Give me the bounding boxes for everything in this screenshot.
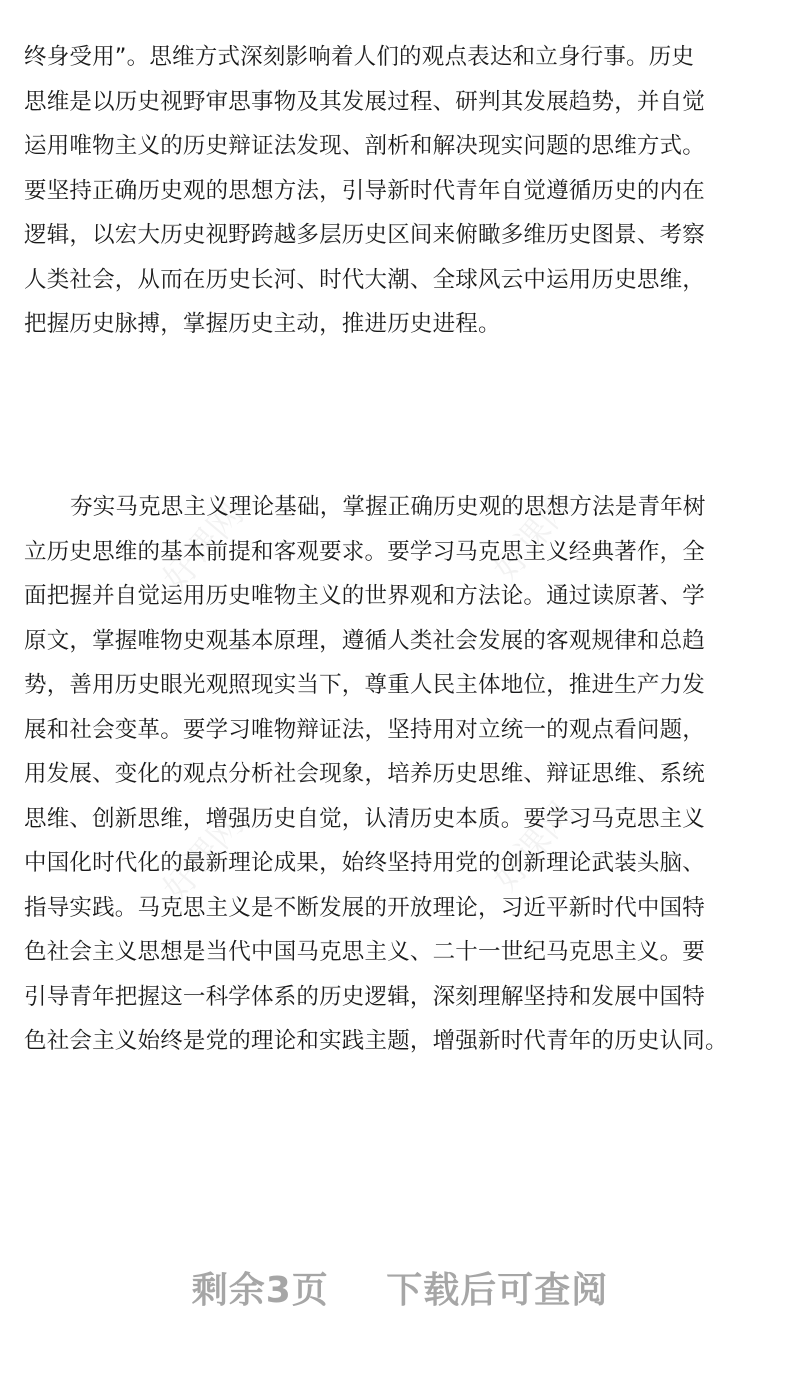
text-line: 夯实马克思主义理论基础，掌握正确历史观的思想方法是青年树 xyxy=(70,494,706,520)
remaining-pages-label: 剩余3页 xyxy=(191,1270,329,1311)
text-line: 面把握并自觉运用历史唯物主义的世界观和方法论。通过读原著、学 xyxy=(24,583,706,609)
text-line: 终身受用”。思维方式深刻影响着人们的观点表达和立身行事。历史 xyxy=(24,44,695,70)
text-line: 思维是以历史视野审思事物及其发展过程、研判其发展趋势，并自觉 xyxy=(24,88,706,115)
text-line: 中国化时代化的最新理论成果，始终坚持用党的创新理论武装头脑、 xyxy=(24,850,706,876)
text-line: 立历史思维的基本前提和客观要求。要学习马克思主义经典著作，全 xyxy=(24,538,706,565)
text-line: 用发展、变化的观点分析社会现象，培养历史思维、辩证思维、系统 xyxy=(24,761,706,787)
paragraph-2 xyxy=(24,485,784,1064)
paragraph-1 xyxy=(24,35,784,347)
text-line: 展和社会变革。要学习唯物辩证法，坚持用对立统一的观点看问题， xyxy=(24,716,706,743)
watermark: 好课网 xyxy=(485,484,582,589)
text-line: 原文，掌握唯物史观基本原理，遵循人类社会发展的客观规律和总趋 xyxy=(24,627,706,654)
text-line: 要坚持正确历史观的思想方法，引导新时代青年自觉遵循历史的内在 xyxy=(24,177,706,204)
download-to-view-label: 下载后可查阅 xyxy=(386,1270,609,1311)
watermark: 好课网 xyxy=(155,804,252,909)
download-prompt[interactable] xyxy=(0,1262,800,1313)
text-line: 人类社会，从而在历史长河、时代大潮、全球风云中运用历史思维， xyxy=(24,266,706,293)
watermark: 好课网 xyxy=(155,494,252,599)
watermark: 好课网 xyxy=(485,794,582,899)
text-line: 色社会主义始终是党的理论和实践主题，增强新时代青年的历史认同。 xyxy=(24,1028,728,1054)
text-line: 思维、创新思维，增强历史自觉，认清历史本质。要学习马克思主义 xyxy=(24,805,706,832)
text-line: 把握历史脉搏，掌握历史主动，推进历史进程。 xyxy=(24,311,501,337)
text-line: 色社会主义思想是当代中国马克思主义、二十一世纪马克思主义。要 xyxy=(24,939,706,965)
text-line: 指导实践。马克思主义是不断发展的开放理论，习近平新时代中国特 xyxy=(24,894,706,921)
text-line: 引导青年把握这一科学体系的历史逻辑，深刻理解坚持和发展中国特 xyxy=(24,983,706,1010)
text-line: 逻辑，以宏大历史视野跨越多层历史区间来俯瞰多维历史图景、考察 xyxy=(24,222,706,248)
text-line: 运用唯物主义的历史辩证法发现、剖析和解决现实问题的思维方式。 xyxy=(24,133,706,159)
text-line: 势，善用历史眼光观照现实当下，尊重人民主体地位，推进生产力发 xyxy=(24,672,706,698)
